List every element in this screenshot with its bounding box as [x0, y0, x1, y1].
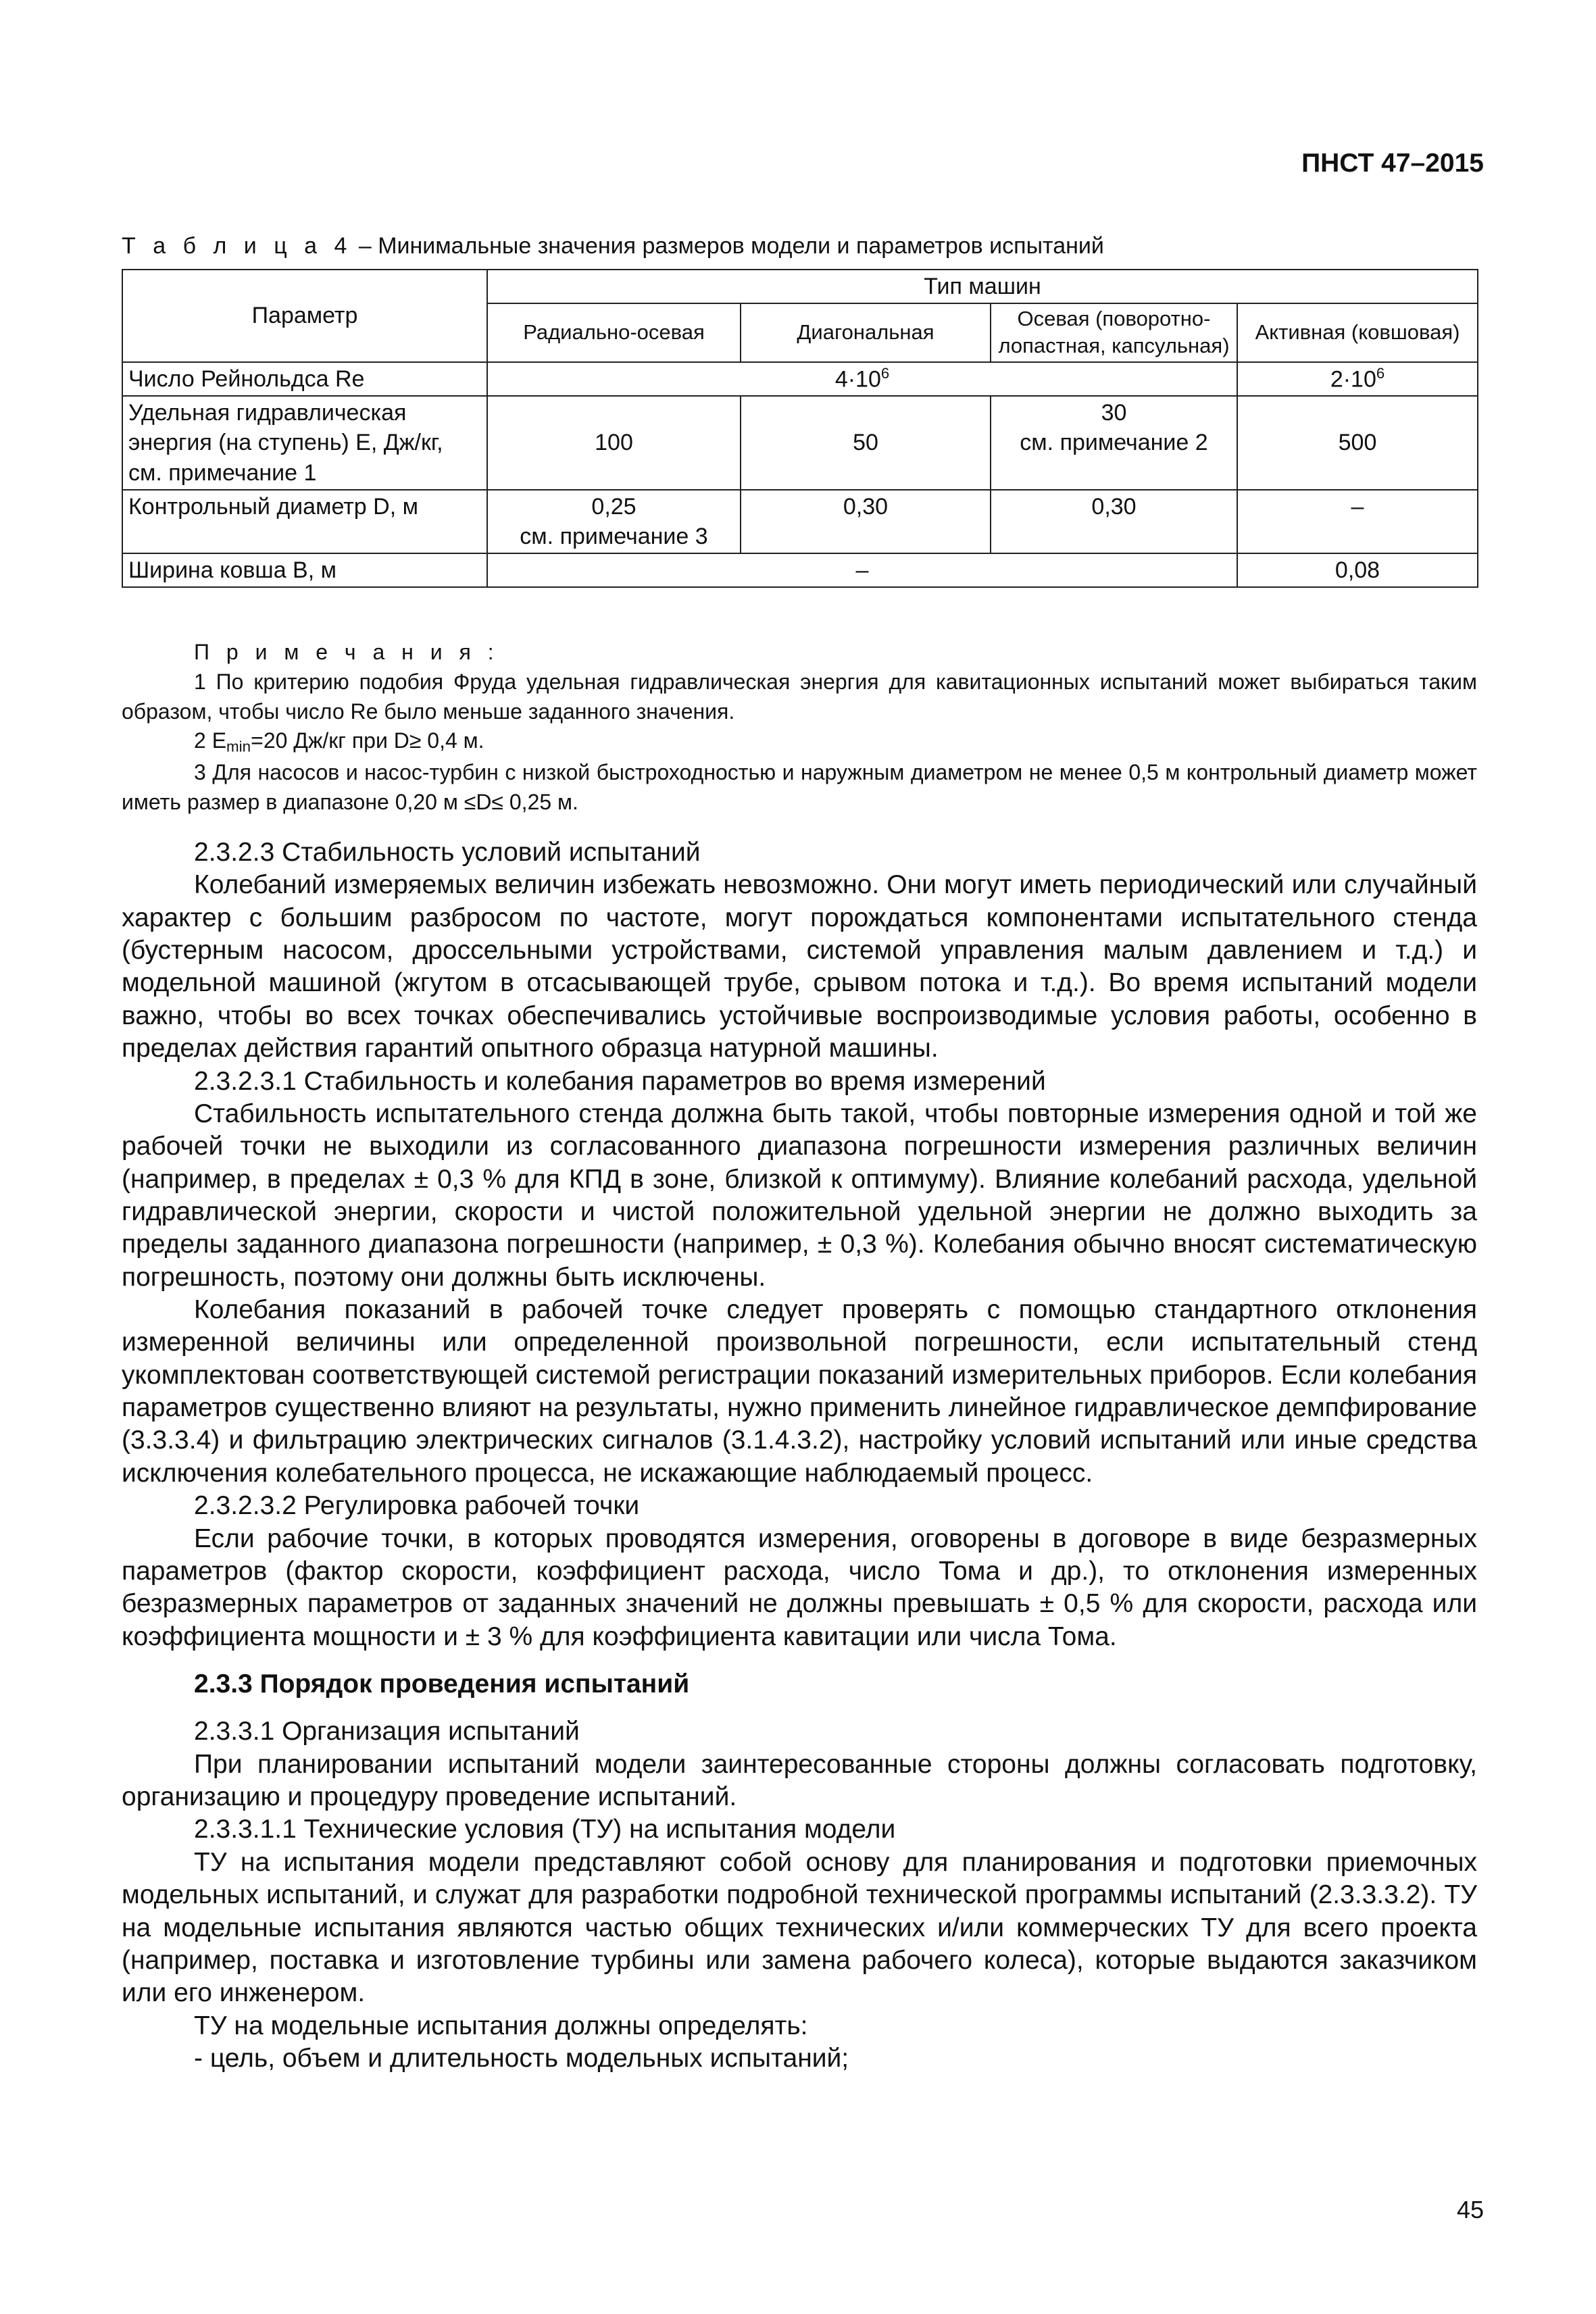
body-text [122, 836, 1477, 2075]
type-axial: Осевая (поворотно-лопастная, капсульная) [991, 303, 1237, 362]
notes-title: П р и м е ч а н и я : [194, 640, 499, 664]
cell: 30 см. примечание 2 [991, 396, 1237, 490]
table-row [122, 490, 1478, 553]
note-2: 2 $E_{min}=20$ Дж/кг при D≥ 0,4 м. [194, 728, 484, 756]
note-1: 1 По критерию подобия Фруда удельная гидравлическая энергия для кавитационных испытаний может выбираться таким образом, чтобы число Re было меньше заданного значения. [122, 669, 1477, 724]
type-diagonal: Диагональная [741, 303, 991, 362]
table-notes [122, 638, 1477, 817]
param-header: Параметр [122, 270, 487, 362]
cell: 0,08 [1237, 553, 1478, 587]
row-label: Контрольный диаметр D, м [122, 490, 487, 553]
paragraph: ТУ на модельные испытания должны определять: [194, 2011, 808, 2040]
cell: 0,30 [741, 490, 991, 553]
parameters-table [122, 269, 1478, 588]
cell: 50 [741, 396, 991, 490]
section-heading: 2.3.2.3 Стабильность условий испытаний [194, 838, 701, 867]
table-header-row [122, 270, 1478, 303]
table-row [122, 396, 1478, 490]
machine-type-header: Тип машин [487, 270, 1478, 303]
paragraph: Стабильность испытательного стенда должна быть такой, чтобы повторные измерения одной и той же рабочей точки не выходили из согласованного диапазона погрешности измерения различных величин (например, в пределах ± 0,3 % для КПД в зоне, близкой к оптимуму). Влияние колебаний расхода, удельной гидравлической энергии, скорости и чистой положительной удельной энергии не должно выходить за пределы заданного диапазона погрешности (например, ± 0,3 %). Колебания обычно вносят систематическую погрешность, поэтому они должны быть исключены. [122, 1099, 1477, 1292]
paragraph: Колебаний измеряемых величин избежать невозможно. Они могут иметь периодический или случайный характер с большим разбросом по частоте, могут порождаться компонентами испытательного стенда (бустерным насосом, дроссельными устройствами, системой управления малым давлением и т.д.) и модельной машиной (жгутом в отсасывающей трубе, срывом потока и т.д.). Во время испытаний модели важно, чтобы во всех точках обеспечивались устойчивые воспроизводимые условия работы, особенно в пределах действия гарантий опытного образца натурной машины. [122, 870, 1477, 1063]
note-3: 3 Для насосов и насос-турбин с низкой быстроходностью и наружным диаметром не менее 0,5 м контрольный диаметр может иметь размер в диапазоне 0,20 м ≤D≤ 0,25 м. [122, 759, 1477, 814]
page-number: 45 [1456, 2196, 1484, 2223]
cell: 100 [487, 396, 741, 490]
cell: $4\cdot 10^6$ [487, 362, 1237, 397]
paragraph: ТУ на испытания модели представляют собой основу для планирования и подготовки приемочных модельных испытаний, и служат для разработки подробной технической программы испытаний (2.3.3.3.2). ТУ на модельные испытания являются частью общих технических и/или коммерческих ТУ для всего проекта (например, поставка и изготовление турбины или замена рабочего колеса), которые выдаются заказчиком или его инженером. [122, 1847, 1477, 2008]
cell: $2\cdot 10^6$ [1237, 362, 1478, 397]
paragraph: Если рабочие точки, в которых проводятся измерения, оговорены в договоре в виде безразмерных параметров (фактор скорости, коэффициент расхода, число Тома и др.), то отклонения измеренных безразмерных параметров от заданных значений не должны превышать ± 0,5 % для скорости, расхода или коэффициента мощности и ± 3 % для коэффициента кавитации или числа Тома. [122, 1524, 1477, 1651]
section-heading: 2.3.2.3.1 Стабильность и колебания параметров во время измерений [194, 1066, 1046, 1096]
table-caption [122, 233, 1104, 259]
row-label: Удельная гидравлическая энергия (на ступень) E, Дж/кг, см. примечание 1 [122, 396, 487, 490]
row-label: Ширина ковша B, м [122, 553, 487, 587]
section-heading: 2.3.2.3.2 Регулировка рабочей точки [194, 1491, 640, 1521]
cell: 0,30 [991, 490, 1237, 553]
cell: 0,25 см. примечание 3 [487, 490, 741, 553]
type-impulse: Активная (ковшовая) [1237, 303, 1478, 362]
table-row [122, 362, 1478, 397]
paragraph: Колебания показаний в рабочей точке следует проверять с помощью стандартного отклонения измеренной величины или определенной произвольной погрешности, если испытательный стенд укомплектован соответствующей системой регистрации показаний измерительных приборов. Если колебания параметров существенно влияют на результаты, нужно применить линейное гидравлическое демпфирование (3.3.3.4) и фильтрацию электрических сигналов (3.1.4.3.2), настройку условий испытаний или иные средства исключения колебательного процесса, не искажающие наблюдаемый процесс. [122, 1295, 1477, 1488]
list-item: - цель, объем и длительность модельных испытаний; [194, 2043, 849, 2073]
section-heading: 2.3.3.1 Организация испытаний [194, 1717, 580, 1746]
table-caption-text: – Минимальные значения размеров модели и параметров испытаний [352, 233, 1104, 259]
cell: – [487, 553, 1237, 587]
cell: 500 [1237, 396, 1478, 490]
paragraph: При планировании испытаний модели заинтересованные стороны должны согласовать подготовку, организацию и процедуру проведение испытаний. [122, 1749, 1477, 1812]
type-radial-axial: Радиально-осевая [487, 303, 741, 362]
section-heading: 2.3.3 Порядок проведения испытаний [194, 1669, 690, 1699]
cell: – [1237, 490, 1478, 553]
table-caption-label: Т а б л и ц а 4 [122, 233, 353, 259]
section-heading: 2.3.3.1.1 Технические условия (ТУ) на испытания модели [194, 1815, 896, 1844]
table-row [122, 553, 1478, 587]
document-id: ПНСТ 47–2015 [1301, 149, 1484, 178]
row-label: Число Рейнольдса Re [122, 362, 487, 397]
